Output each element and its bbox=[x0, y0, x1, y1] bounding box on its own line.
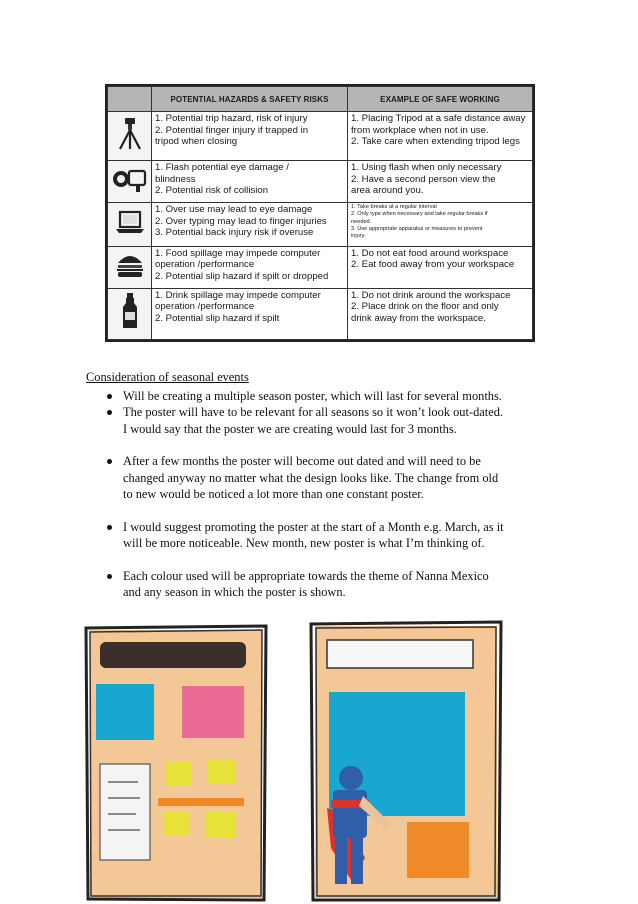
risk-line: 2. Over typing may lead to finger injuries bbox=[155, 215, 327, 227]
poster-yellow-note bbox=[208, 760, 236, 784]
risk-line: 3. Potential back injury risk if overuse bbox=[155, 227, 314, 239]
list-item-line: Will be creating a multiple season poster, which will last for several months. bbox=[123, 388, 502, 403]
safe-line: 1. Placing Tripod at a safe distance away bbox=[351, 113, 526, 124]
camera-icon bbox=[108, 160, 152, 202]
poster-pink-block bbox=[182, 686, 244, 738]
risk-line: operation /performance bbox=[155, 301, 255, 313]
safe-line: 2. Only type when necessary and take regular breaks if bbox=[351, 211, 488, 218]
bullet-icon bbox=[107, 394, 112, 399]
list-item bbox=[86, 453, 556, 503]
risk-line: 1. Over use may lead to eye damage bbox=[155, 204, 313, 216]
poster-title-bar bbox=[100, 642, 246, 668]
poster-cyan-block bbox=[96, 684, 154, 740]
poster-sketch-left bbox=[82, 620, 270, 902]
poster-orange-bar bbox=[158, 798, 244, 806]
laptop-icon bbox=[108, 203, 152, 246]
table-row bbox=[108, 160, 533, 202]
poster-orange-block bbox=[407, 822, 469, 878]
poster-text-card bbox=[100, 764, 150, 860]
table-row bbox=[108, 112, 533, 161]
list-item-line: and any season in which the poster is shown. bbox=[123, 585, 346, 599]
bullet-icon bbox=[107, 459, 112, 464]
list-item-line: will be more noticeable. New month, new poster is what I’m thinking of. bbox=[123, 536, 485, 550]
table-row bbox=[108, 288, 533, 339]
safe-line: drink away from the workspace. bbox=[351, 312, 486, 324]
poster-sketch-right bbox=[305, 618, 505, 902]
table-header-row bbox=[108, 87, 533, 112]
risk-line: blindness bbox=[155, 173, 196, 185]
safe-line: 2. Eat food away from your workspace bbox=[351, 259, 515, 271]
risk-line: 1. Potential trip hazard, risk of injury bbox=[155, 113, 308, 124]
hazard-table bbox=[105, 84, 535, 342]
poster-yellow-note bbox=[166, 762, 192, 786]
burger-icon bbox=[108, 246, 152, 288]
risk-line: 1. Food spillage may impede computer bbox=[155, 247, 321, 259]
list-item bbox=[86, 388, 556, 405]
safe-line: 1. Do not eat food around workspace bbox=[351, 247, 509, 259]
bullet-icon bbox=[107, 525, 112, 530]
poster-yellow-note bbox=[164, 812, 190, 836]
list-item-line: changed anyway no matter what the design looks like. The change from old bbox=[123, 470, 499, 485]
table-row bbox=[108, 246, 533, 288]
list-item bbox=[86, 404, 556, 437]
safe-line: from workplace when not in use. bbox=[351, 124, 489, 136]
safe-line: 3. Use appropriate apparatus or measures to prevent bbox=[351, 225, 483, 232]
tripod-icon bbox=[108, 112, 152, 161]
safe-line: 1. Using flash when only necessary bbox=[351, 161, 502, 173]
safe-line: 2. Place drink on the floor and only bbox=[351, 301, 499, 313]
list-item-line: After a few months the poster will become out dated and will need to be bbox=[123, 454, 481, 468]
safe-line: 2. Take care when extending tripod legs bbox=[351, 136, 520, 148]
safe-line: 2. Have a second person view the bbox=[351, 173, 496, 185]
list-item-line: to new would be noticed a lot more than one constant poster. bbox=[123, 487, 424, 501]
safe-line: 1. Do not drink around the workspace bbox=[351, 289, 511, 301]
safe-line: area around you. bbox=[351, 185, 424, 197]
risk-line: 1. Drink spillage may impede computer bbox=[155, 289, 321, 301]
list-item-line: I would suggest promoting the poster at the start of a Month e.g. March, as it bbox=[123, 519, 504, 534]
safe-line: injury. bbox=[351, 233, 366, 240]
bullet-icon bbox=[107, 410, 112, 415]
list-item-line: Each colour used will be appropriate towards the theme of Nanna Mexico bbox=[123, 568, 489, 583]
safe-line: 1. Take breaks at a regular interval bbox=[351, 204, 437, 211]
risk-line: 1. Flash potential eye damage / bbox=[155, 161, 289, 173]
risk-line: operation /performance bbox=[155, 259, 255, 271]
seasonal-events-section bbox=[86, 369, 556, 601]
list-item bbox=[86, 519, 556, 552]
list-item-line: I would say that the poster we are creating would last for 3 months. bbox=[123, 421, 457, 436]
table-header-hazards: POTENTIAL HAZARDS & SAFETY RISKS bbox=[152, 87, 348, 112]
risk-line: tripod when closing bbox=[155, 136, 238, 148]
bullet-icon bbox=[107, 574, 112, 579]
table-header-safe-working: EXAMPLE OF SAFE WORKING bbox=[348, 87, 533, 112]
risk-line: 2. Potential slip hazard if spilt bbox=[155, 312, 280, 324]
bullet-list bbox=[86, 388, 556, 601]
section-heading: Consideration of seasonal events bbox=[86, 370, 249, 384]
risk-line: 2. Potential finger injury if trapped in bbox=[155, 124, 309, 136]
table-row bbox=[108, 203, 533, 246]
poster-title-box bbox=[327, 640, 473, 668]
table-header-icon bbox=[108, 87, 152, 112]
bottle-icon bbox=[108, 288, 152, 339]
poster-yellow-note bbox=[206, 812, 236, 838]
risk-line: 2. Potential risk of collision bbox=[155, 185, 269, 197]
risk-line: 2. Potential slip hazard if spilt or dropped bbox=[155, 270, 329, 282]
list-item bbox=[86, 568, 556, 601]
list-item-line: The poster will have to be relevant for all seasons so it won’t look out-dated. bbox=[123, 405, 504, 419]
safe-line: needed. bbox=[351, 218, 372, 225]
